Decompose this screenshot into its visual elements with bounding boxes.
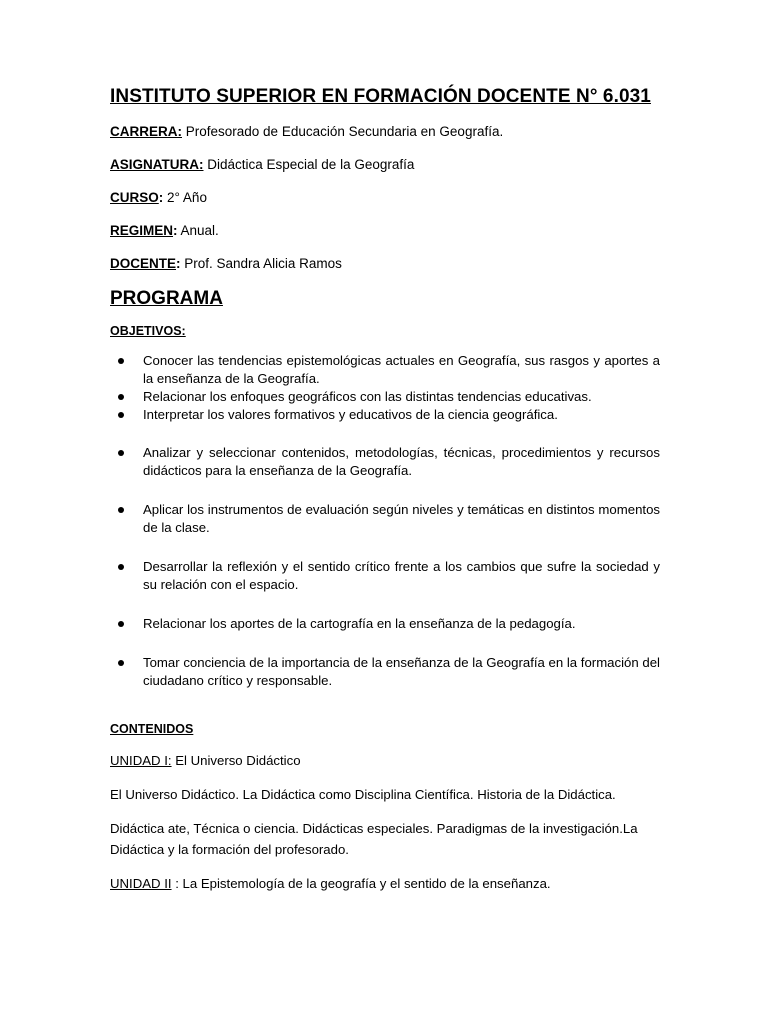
objetivo-item bbox=[110, 352, 660, 388]
document-body bbox=[110, 86, 660, 907]
field-carrera bbox=[110, 123, 660, 141]
programa-heading: PROGRAMA bbox=[110, 288, 223, 309]
objetivo-item bbox=[110, 406, 660, 424]
objetivo-text: Interpretar los valores formativos y educativos de la ciencia geográfica. bbox=[143, 407, 558, 422]
field-colon-curso: : bbox=[158, 190, 164, 205]
bullet-icon bbox=[118, 564, 124, 570]
field-curso bbox=[110, 189, 660, 207]
objetivo-item bbox=[110, 388, 660, 406]
objetivo-text: Desarrollar la reflexión y el sentido crítico frente a los cambios que sufre la sociedad y su relación con el espacio. bbox=[143, 559, 660, 592]
objetivo-text: Relacionar los aportes de la cartografía en la enseñanza de la pedagogía. bbox=[143, 616, 576, 631]
bullet-icon bbox=[118, 660, 124, 666]
objetivo-item bbox=[110, 615, 660, 633]
objetivo-text: Analizar y seleccionar contenidos, metodologías, técnicas, procedimientos y recursos didácticos para la enseñanza de la Geografía. bbox=[143, 445, 660, 478]
bullet-icon bbox=[118, 507, 124, 513]
field-colon-docente: : bbox=[176, 256, 181, 271]
unidad-1-label: UNIDAD I: bbox=[110, 753, 172, 768]
objetivo-item bbox=[110, 444, 660, 480]
field-value-asignatura: Didáctica Especial de la Geografía bbox=[203, 157, 415, 172]
objetivo-text: Conocer las tendencias epistemológicas actuales en Geografía, sus rasgos y aportes a la enseñanza de la Geografía. bbox=[143, 353, 660, 386]
field-value-docente: Prof. Sandra Alicia Ramos bbox=[180, 256, 342, 271]
field-value-carrera: Profesorado de Educación Secundaria en Geografía. bbox=[182, 124, 504, 139]
bullet-icon bbox=[118, 450, 124, 456]
objetivos-list bbox=[110, 352, 660, 690]
objetivo-item bbox=[110, 558, 660, 594]
bullet-icon bbox=[118, 358, 124, 364]
unidad-1-title: El Universo Didáctico bbox=[171, 753, 301, 768]
bullet-icon bbox=[118, 412, 124, 418]
field-docente bbox=[110, 255, 660, 273]
unidad-2-colon: : bbox=[171, 876, 179, 891]
field-regimen bbox=[110, 222, 660, 240]
field-label-docente: DOCENTE bbox=[110, 256, 177, 271]
objetivo-item bbox=[110, 501, 660, 537]
field-value-regimen: Anual. bbox=[177, 223, 219, 238]
objetivo-text: Aplicar los instrumentos de evaluación según niveles y temáticas en distintos momentos de la clase. bbox=[143, 502, 660, 535]
objetivo-item bbox=[110, 654, 660, 690]
unidad-1-paragraph: Didáctica ate, Técnica o ciencia. Didácticas especiales. Paradigmas de la investigación.La Didáctica y la formación del profesorado. bbox=[110, 821, 638, 857]
objetivo-text: Tomar conciencia de la importancia de la enseñanza de la Geografía en la formación del ciudadano crítico y responsable. bbox=[143, 655, 660, 688]
field-label-carrera: CARRERA: bbox=[110, 124, 182, 139]
objetivos-heading: OBJETIVOS: bbox=[110, 324, 186, 338]
field-label-regimen: REGIMEN bbox=[110, 223, 174, 238]
bullet-icon bbox=[118, 394, 124, 400]
field-colon-regimen: : bbox=[173, 223, 178, 238]
field-label-asignatura: ASIGNATURA: bbox=[110, 157, 204, 172]
unidad-1-heading bbox=[110, 750, 660, 771]
field-label-curso: CURSO bbox=[110, 190, 159, 205]
unidad-1-paragraph: El Universo Didáctico. La Didáctica como Disciplina Científica. Historia de la Didáctica. bbox=[110, 787, 616, 802]
objetivo-text: Relacionar los enfoques geográficos con las distintas tendencias educativas. bbox=[143, 389, 592, 404]
unidad-2-label: UNIDAD II bbox=[110, 876, 172, 891]
unidad-2-title: La Epistemología de la geografía y el sentido de la enseñanza. bbox=[178, 876, 551, 891]
institute-title: INSTITUTO SUPERIOR EN FORMACIÓN DOCENTE N° 6.031 bbox=[110, 86, 651, 107]
field-asignatura bbox=[110, 156, 660, 174]
bullet-icon bbox=[118, 621, 124, 627]
contenidos-heading: CONTENIDOS bbox=[110, 722, 194, 736]
contenidos-section bbox=[110, 722, 660, 894]
unidad-2-heading bbox=[110, 873, 660, 894]
field-value-curso: 2° Año bbox=[163, 190, 207, 205]
